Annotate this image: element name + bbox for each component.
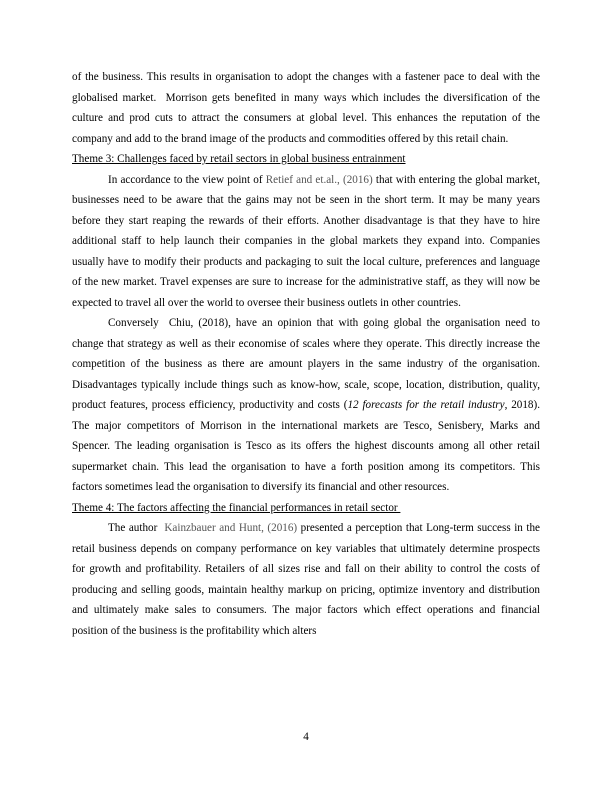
- theme-4-heading: Theme 4: The factors affecting the financial performances in retail sector: [72, 501, 401, 514]
- theme-4-paragraph-1-body: presented a perception that Long-term success in the retail business depends on company performance on key variables that ultimately determine prospects for growth and profitability. Retailers of all sizes rise and fall on their ability to control the costs of producing and selling goods, maintain healthy markup on pricing, optimize inventory and distribution and ultimately make sales to consumers. The major factors which effect operations and financial position of the business is the profitability which alters: [72, 522, 540, 637]
- theme-3-paragraph-1-lead: In accordance to the view point of: [108, 173, 266, 186]
- theme-3-paragraph-2: [72, 313, 540, 498]
- page-number: 4: [303, 731, 309, 743]
- kainzbauer-citation: Kainzbauer and Hunt, (2016): [164, 522, 298, 534]
- theme-3-heading: Theme 3: Challenges faced by retail sectors in global business entrainment: [72, 153, 406, 165]
- theme-3-paragraph-2-lead: Conversely Chiu, (2018), have an opinion that with going global the organisation need to change that strategy as well as their economise of scales where they operate. This directly increase the competition of the business as there are amount players in the same industry of the organisation. Disadvantages typically include things such as know-how, scale, scope, location, distribution, quality, product features, process efficiency, productivity and costs (: [72, 317, 540, 411]
- page-body: [72, 67, 540, 641]
- intro-paragraph: of the business. This results in organisation to adopt the changes with a fastener pace to deal with the globalised market. Morrison gets benefited in many ways which includes the diversification of the culture and prod cuts to attract the consumers at global level. This enhances the reputation of the company and add to the brand image of the products and commodities offered by this retail chain.: [72, 71, 540, 145]
- theme-4-paragraph-1-lead: The author: [108, 522, 165, 534]
- theme-4-paragraph-1: [72, 518, 540, 641]
- forecasts-source-title: 12 forecasts for the retail industry: [347, 399, 505, 411]
- theme-3-paragraph-1: [72, 170, 540, 314]
- retief-citation: Retief and et.al., (2016): [265, 173, 373, 186]
- theme-3-paragraph-2-body: , 2018). The major competitors of Morrison in the international markets are Tesco, Senisbery, Marks and Spencer. The leading organisation is Tesco as its offers the highest discounts among all other retail supermarket chain. This lead the organisation to have a forth position among its competitors. This factors sometimes lead the organisation to diversify its financial and other resources.: [72, 399, 541, 493]
- theme-3-paragraph-1-body: that with entering the global market, businesses need to be aware that the gains may not be seen in the short term. It may be many years before they start reaping the rewards of their efforts. Another disadvantage is that they have to hire additional staff to help launch their companies in the global markets they expand into. Companies usually have to modify their products and packaging to suit the local culture, preferences and language of the new market. Travel expenses are sure to increase for the administrative staff, as they will now be expected to travel all over the world to oversee their business outlets in other countries.: [72, 173, 540, 309]
